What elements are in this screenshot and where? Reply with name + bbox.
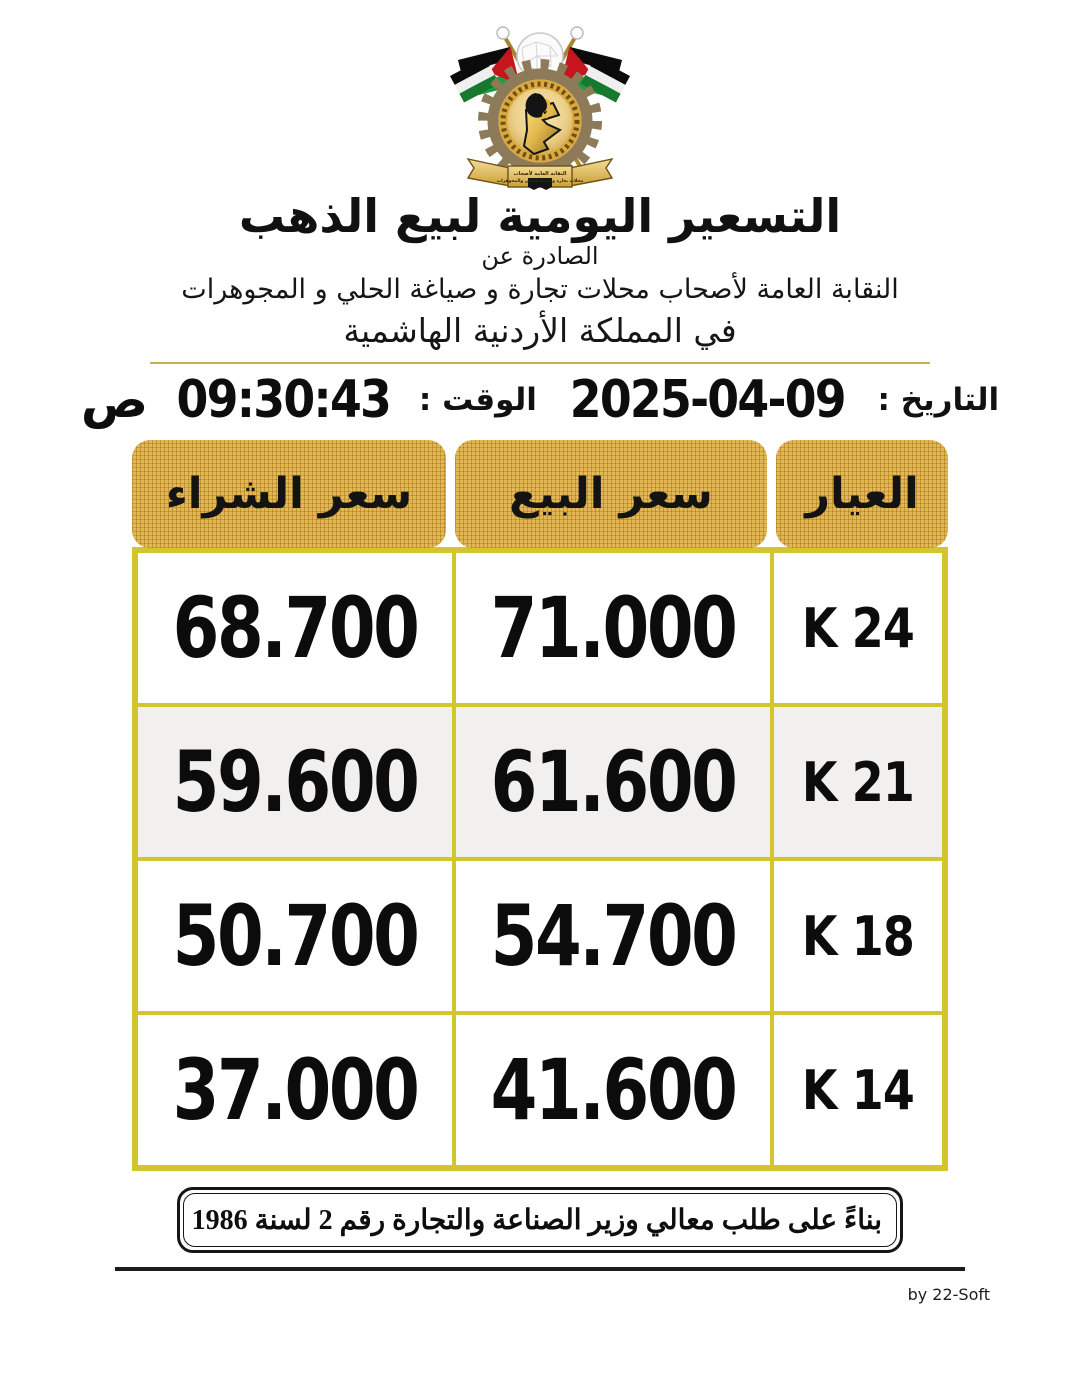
sell-21k: 61.600 <box>490 733 736 832</box>
table-row-21k <box>135 705 945 859</box>
date-label: التاريخ : <box>877 382 1000 419</box>
sell-18k: 54.700 <box>490 887 736 986</box>
credit-text: by 22-Soft <box>907 1285 990 1305</box>
gold-divider <box>150 362 930 364</box>
sell-14k: 41.600 <box>490 1041 736 1140</box>
column-header-sell: سعر البيع <box>455 440 767 548</box>
sell-24k: 71.000 <box>490 579 736 678</box>
logo-container <box>0 0 1080 194</box>
legal-note-text: بناءً على طلب معالي وزير الصناعة والتجارة رقم 2 لسنة 1986 <box>183 1193 897 1247</box>
date-value: 2025-04-09 <box>569 370 845 431</box>
table-header-row <box>132 440 948 548</box>
column-header-buy: سعر الشراء <box>132 440 446 548</box>
datetime-row <box>0 370 1080 430</box>
karat-21k: 21 K <box>801 750 915 814</box>
buy-21k: 59.600 <box>172 733 418 832</box>
karat-18k: 18 K <box>801 904 915 968</box>
table-row-24k <box>135 550 945 705</box>
buy-18k: 50.700 <box>172 887 418 986</box>
time-value: 09:30:43 <box>176 370 391 431</box>
buy-24k: 68.700 <box>172 579 418 678</box>
table-row-14k <box>135 1013 945 1168</box>
banner-text-left: محلات تجارة وصياغة الحلي والمجوهرات <box>496 179 584 184</box>
syndicate-line: النقابة العامة لأصحاب محلات تجارة و صياغة الحلي و المجوهرات <box>181 274 899 306</box>
karat-14k: 14 K <box>801 1058 915 1122</box>
legal-note-box <box>177 1187 903 1253</box>
bottom-divider <box>115 1267 965 1271</box>
price-table <box>132 547 948 1171</box>
price-table-zone <box>132 440 948 1171</box>
meridiem-label: ص <box>80 371 149 430</box>
karat-24k: 24 K <box>801 596 915 660</box>
issued-by-line: الصادرة عن <box>481 242 599 271</box>
banner-text-right: النقابة العامة لأصحاب <box>513 171 567 177</box>
buy-14k: 37.000 <box>172 1041 418 1140</box>
kingdom-line: في المملكة الأردنية الهاشمية <box>343 311 737 351</box>
syndicate-logo-icon <box>440 18 640 190</box>
column-header-karat: العيار <box>776 440 948 548</box>
table-row-18k <box>135 859 945 1013</box>
page-title: التسعير اليومية لبيع الذهب <box>238 189 842 243</box>
time-label: الوقت : <box>418 382 537 419</box>
